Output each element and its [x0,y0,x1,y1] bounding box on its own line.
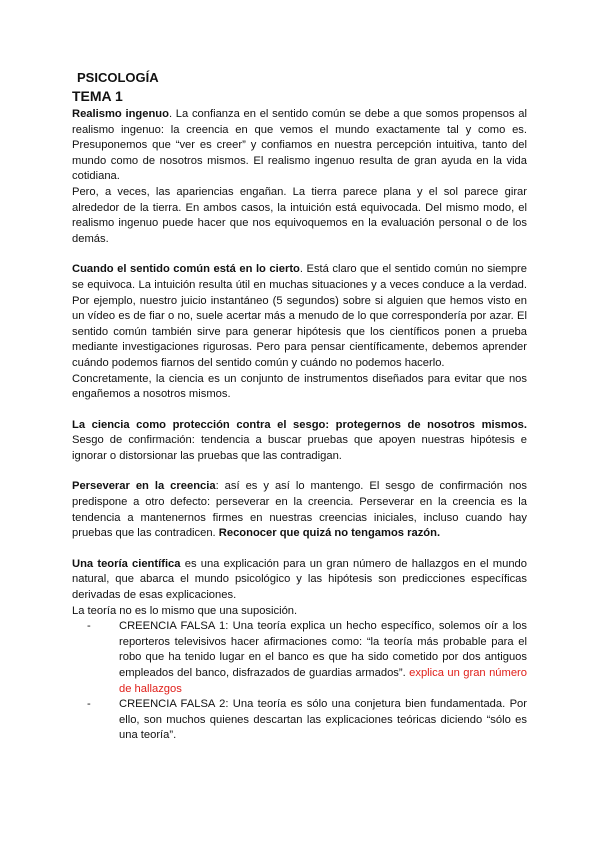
term-sesgo: La ciencia como protección contra el sesgo: protegernos de nosotros mismos. [72,418,527,431]
document-body [72,70,527,744]
list-item [72,619,527,697]
paragraph-realismo-2: Pero, a veces, las apariencias engañan. La tierra parece plana y el sol parece girar alrededor de la tierra. En ambos casos, la intuición está equivocada. Del mismo modo, el realismo ingenuo puede hacer que nos equivoquemos en la evaluación personal o de los demás. [72,185,527,245]
paragraph-realismo [72,107,527,185]
subheading: TEMA 1 [72,88,123,104]
bullet-text: CREENCIA FALSA 1: Una teoría explica un hecho específico, solemos oír a los reporteros televisivos hacer afirmaciones como: “la teoría más probable para el robo que ha tenido lugar en el banco es que ha sido cometido por dos antiguos empleados del banco, disfrazados de guardias armados”. [119,620,527,679]
dash-bullet: - [87,620,91,633]
bullet-text: CREENCIA FALSA 2: Una teoría es sólo una conjetura bien fundamentada. Por ello, son muchos quienes descartan las explicaciones teóricas diciendo “sólo es una teoría”. [119,698,527,742]
text-teoria: es una explicación para un gran número de hallazgos en el mundo natural, que abarca el mundo psicológico y las hipótesis son predicciones específicas derivadas de esas explicaciones. [72,557,527,602]
paragraph-teoria [72,557,527,604]
term-sentido: Cuando el sentido común está en lo cierto [72,263,300,276]
bold-end-perseverar: Reconocer que quizá no tengamos razón. [218,527,441,540]
text-perseverar: : así es y así lo mantengo. El sesgo de confirmación nos predispone a otro defecto: perseverar en la creencia. Perseverar en la creencia es la tendencia a mantenernos firmes en nuestras creencias iniciales, incluso cuando hay pruebas que las contradicen. [72,480,527,540]
term-realismo: Realismo ingenuo [72,108,169,120]
paragraph-perseverar [72,479,527,541]
list-item [72,697,527,744]
dash-bullet: - [87,698,91,711]
text-realismo: . La confianza en el sentido común se debe a que somos propensos al realismo ingenuo: la creencia en que vemos el mundo exactamente tal y como es. Presuponemos que “ver es creer” y confiamos en nuestra percepción intuitiva, tanto del mundo como de nosotros mismos. El realismo ingenuo resulta de gran ayuda en la vida cotidiana. [72,108,527,183]
bullet-list [72,619,527,744]
term-perseverar: Perseverar en la creencia [72,480,216,493]
paragraph-sesgo [72,418,527,465]
paragraph-sentido-2: Concretamente, la ciencia es un conjunto de instrumentos diseñados para evitar que nos engañemos a nosotros mismos. [72,372,527,401]
text-sentido: . Está claro que el sentido común no siempre se equivoca. La intuición resulta útil en muchas situaciones y a veces conduce a la verdad. Por ejemplo, nuestro juicio instantáneo (5 segundos) sobre si alguien que hemos visto en un vídeo es de fiar o no, suele acertar más a menudo de lo que correspondería por azar. El sentido común también sirve para generar hipótesis que los científicos ponen a prueba mediante investigaciones rigurosas. Pero para pensar científicamente, debemos aprender cuándo podemos fiarnos del sentido común y cuándo no podemos hacerlo. [72,263,527,369]
paragraph-teoria-2: La teoría no es lo mismo que una suposición. [72,604,298,617]
text-sesgo: Sesgo de confirmación: tendencia a buscar pruebas que apoyen nuestras hipótesis e ignorar o distorsionar las pruebas que las contradigan. [72,434,527,462]
red-annotation: explica un gran número de hallazgos [119,667,527,695]
term-teoria: Una teoría científica [72,557,181,570]
paragraph-sentido [72,262,527,371]
heading: PSICOLOGÍA [77,70,159,85]
